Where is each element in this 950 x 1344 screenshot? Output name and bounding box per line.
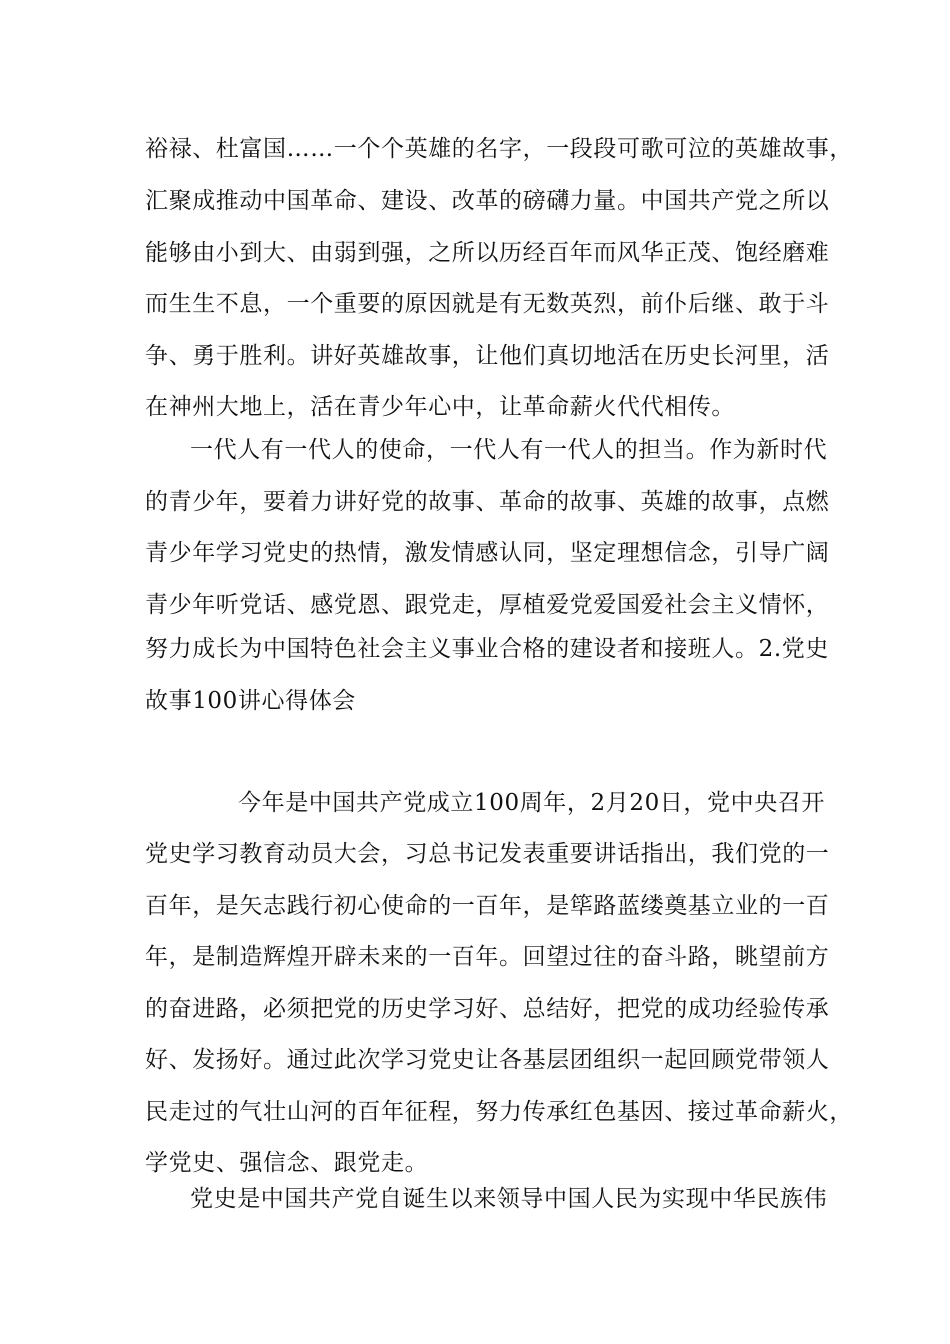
text-line: 裕禄、杜富国……一个个英雄的名字，一段段可歌可泣的英雄故事，	[145, 136, 853, 162]
text-line: 的奋进路，必须把党的历史学习好、总结好，把党的成功经验传承	[145, 996, 830, 1022]
text-line: 故事100讲心得体会	[145, 688, 356, 714]
text-line: 民走过的气壮山河的百年征程，努力传承红色基因、接过革命薪火，	[145, 1099, 853, 1125]
text-line: 百年，是矢志践行初心使命的一百年，是筚路蓝缕奠基立业的一百	[145, 893, 830, 919]
text-line: 好、发扬好。通过此次学习党史让各基层团组织一起回顾党带领人	[145, 1047, 830, 1073]
paragraph-first-line: 一代人有一代人的使命，一代人有一代人的担当。作为新时代	[190, 437, 828, 463]
text-line: 努力成长为中国特色社会主义事业合格的建设者和接班人。2.党史	[145, 636, 829, 662]
text-line: 青少年学习党史的热情，激发情感认同，坚定理想信念，引导广阔	[145, 540, 830, 566]
text-line: 的青少年，要着力讲好党的故事、革命的故事、英雄的故事，点燃	[145, 489, 830, 515]
text-line: 能够由小到大、由弱到强，之所以历经百年而风华正茂、饱经磨难	[145, 240, 830, 266]
paragraph-first-line: 党史是中国共产党自诞生以来领导中国人民为实现中华民族伟	[190, 1186, 828, 1212]
text-line: 汇聚成推动中国革命、建设、改革的磅礴力量。中国共产党之所以	[145, 188, 830, 214]
text-line: 在神州大地上，活在青少年心中，让革命薪火代代相传。	[145, 394, 735, 420]
text-line: 青少年听党话、感党恩、跟党走，厚植爱党爱国爱社会主义情怀，	[145, 592, 830, 618]
text-line: 而生生不息，一个重要的原因就是有无数英烈，前仆后继、敢于斗	[145, 291, 830, 317]
paragraph-first-line: 今年是中国共产党成立100周年，2月20日，党中央召开	[238, 790, 825, 816]
text-line: 党史学习教育动员大会，习总书记发表重要讲话指出，我们党的一	[145, 841, 830, 867]
text-line: 年，是制造辉煌开辟未来的一百年。回望过往的奋斗路，眺望前方	[145, 944, 830, 970]
text-line: 争、勇于胜利。讲好英雄故事，让他们真切地活在历史长河里，活	[145, 343, 830, 369]
text-line: 学党史、强信念、跟党走。	[145, 1150, 429, 1176]
